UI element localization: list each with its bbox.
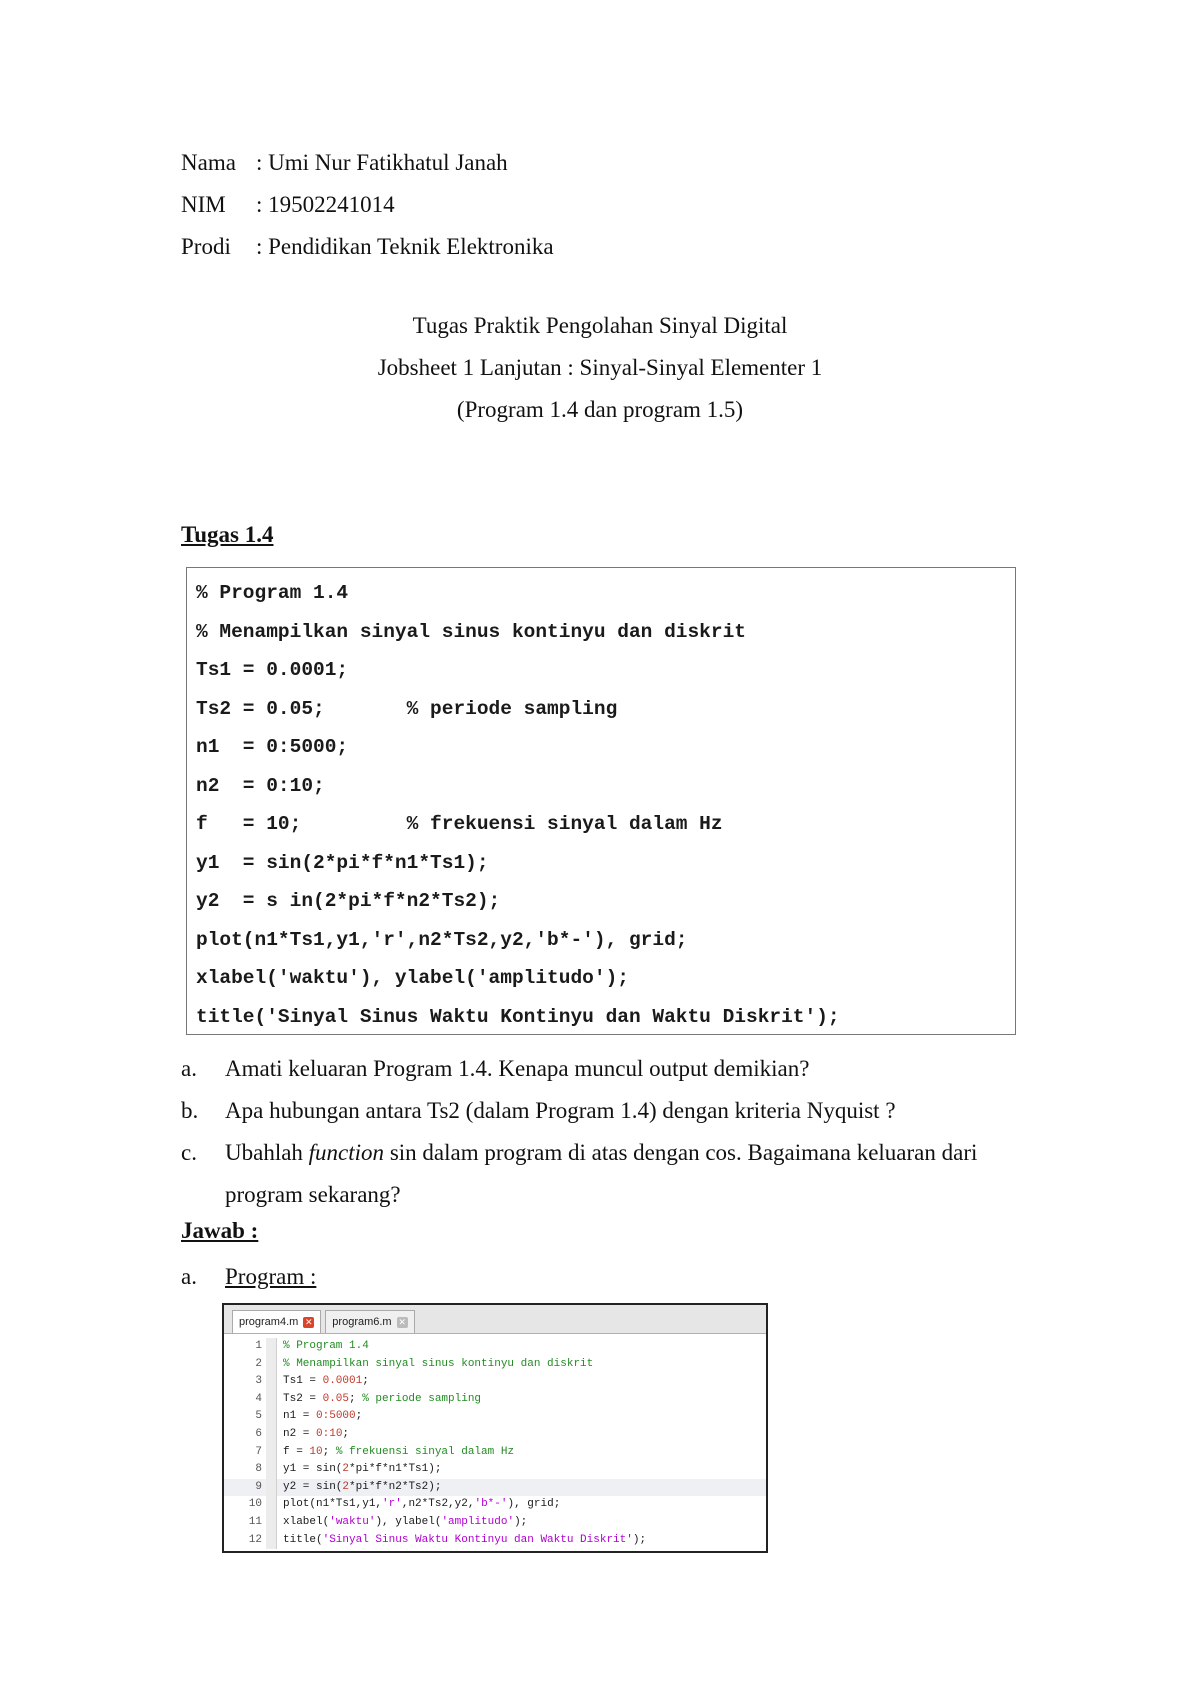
code-token: *pi*f*n1*Ts1); — [349, 1463, 442, 1476]
code-token: 'Sinyal Sinus Waktu Kontinyu dan Waktu Diskrit' — [322, 1533, 633, 1546]
code-token: n2 = — [283, 1427, 317, 1440]
code-token: ); — [632, 1533, 647, 1546]
editor-line — [224, 1356, 766, 1374]
code-line: title('Sinyal Sinus Waktu Kontinyu dan Waktu Diskrit'); — [196, 1005, 840, 1028]
editor-line — [224, 1373, 766, 1391]
question-text — [225, 1132, 1021, 1216]
line-number: 2 — [255, 1357, 262, 1370]
editor-line — [224, 1461, 766, 1479]
editor-line — [224, 1532, 766, 1550]
document-title — [0, 305, 1200, 431]
editor-code-line — [283, 1496, 560, 1514]
line-number: 11 — [248, 1515, 262, 1528]
editor-gutter — [266, 1496, 277, 1514]
editor-code-line — [283, 1391, 481, 1409]
editor-line — [224, 1338, 766, 1356]
code-token: ; — [349, 1392, 363, 1405]
code-line: Ts2 = 0.05; % periode sampling — [196, 697, 618, 720]
code-token: ), ylabel( — [375, 1515, 442, 1528]
code-line: y2 = s in(2*pi*f*n2*Ts2); — [196, 890, 501, 912]
editor-gutter — [266, 1338, 277, 1356]
code-token: % frekuensi sinyal dalam Hz — [335, 1445, 515, 1458]
code-line: n2 = 0:10; — [196, 774, 325, 797]
question-text-start: Ubahlah — [225, 1140, 309, 1165]
info-row-prodi — [181, 226, 554, 268]
code-token: Ts1 = — [283, 1375, 323, 1388]
jawab-heading: Jawab : — [181, 1218, 259, 1243]
code-token: ); — [514, 1515, 528, 1528]
editor-gutter — [266, 1426, 277, 1444]
editor-code-line — [283, 1356, 593, 1374]
code-token: 'b*-' — [474, 1498, 508, 1511]
code-listing — [186, 567, 1016, 1035]
editor-line — [224, 1444, 766, 1462]
code-line: Ts1 = 0.0001; — [196, 659, 349, 681]
code-token: 0.05 — [322, 1392, 350, 1405]
code-token: 'amplitudo' — [441, 1515, 515, 1528]
editor-gutter — [266, 1356, 277, 1374]
question-text-start: Apa hubungan antara Ts2 (dalam Program 1.4) dengan kriteria Nyquist ? — [225, 1098, 896, 1123]
editor-code-line — [283, 1532, 646, 1550]
editor-line — [224, 1408, 766, 1426]
code-token: % Program 1.4 — [283, 1340, 369, 1352]
question-letter: b. — [181, 1098, 199, 1123]
editor-gutter — [266, 1532, 277, 1550]
editor-line — [224, 1426, 766, 1444]
editor-gutter — [266, 1391, 277, 1409]
question-letter: c. — [181, 1140, 197, 1165]
code-token: n1 = — [283, 1410, 317, 1423]
code-line: y1 = sin(2*pi*f*n1*Ts1); — [196, 851, 489, 874]
code-line: % Program 1.4 — [196, 582, 349, 604]
question-item — [181, 1090, 1021, 1132]
question-text-start: Amati keluaran Program 1.4. Kenapa muncul output demikian? — [225, 1056, 810, 1081]
editor-code-line — [283, 1408, 362, 1426]
close-icon[interactable]: ✕ — [305, 1316, 313, 1327]
editor-gutter — [266, 1373, 277, 1391]
line-number: 7 — [255, 1445, 262, 1458]
line-number: 3 — [255, 1375, 262, 1388]
line-number: 10 — [248, 1498, 262, 1511]
code-token: *pi*f*n2*Ts2); — [349, 1480, 442, 1493]
code-line: n1 = 0:5000; — [196, 736, 349, 758]
code-line: % Menampilkan sinyal sinus kontinyu dan diskrit — [196, 620, 746, 643]
info-value: : Pendidikan Teknik Elektronika — [256, 234, 554, 259]
code-token: ; — [342, 1427, 350, 1440]
question-text-italic: function — [308, 1140, 385, 1165]
question-item — [181, 1132, 1021, 1216]
code-token: ; — [355, 1410, 363, 1423]
question-list — [181, 1048, 1021, 1216]
line-number: 6 — [255, 1427, 262, 1440]
editor-gutter — [266, 1444, 277, 1462]
info-value: : Umi Nur Fatikhatul Janah — [256, 150, 508, 175]
line-number: 1 — [255, 1340, 262, 1352]
code-token: plot(n1*Ts1,y1, — [283, 1498, 383, 1511]
question-text — [225, 1048, 1021, 1090]
question-item — [181, 1048, 1021, 1090]
code-token: title( — [283, 1533, 323, 1546]
info-label: NIM — [181, 192, 226, 217]
code-line: plot(n1*Ts1,y1,'r',n2*Ts2,y2,'b*-'), grid; — [196, 928, 688, 951]
code-token: ; — [322, 1445, 336, 1458]
code-token: % periode sampling — [362, 1392, 482, 1405]
tugas-heading: Tugas 1.4 — [181, 522, 274, 547]
code-token: 'r' — [382, 1498, 402, 1511]
code-token: ; — [362, 1375, 369, 1388]
code-token: y1 = sin( — [283, 1463, 343, 1476]
question-text — [225, 1090, 1021, 1132]
editor-code-line — [283, 1444, 514, 1462]
close-icon[interactable]: ✕ — [398, 1316, 406, 1327]
info-row-nama — [181, 142, 554, 184]
code-line: xlabel('waktu'), ylabel('amplitudo'); — [196, 967, 629, 989]
line-number: 8 — [255, 1463, 262, 1476]
editor-code-area — [224, 1334, 766, 1549]
code-token: xlabel( — [283, 1515, 330, 1528]
editor-code-line — [283, 1461, 441, 1479]
student-info — [181, 142, 554, 268]
title-line-3: (Program 1.4 dan program 1.5) — [456, 397, 744, 422]
code-line: f = 10; % frekuensi sinyal dalam Hz — [196, 813, 723, 835]
code-token: 2 — [342, 1463, 350, 1476]
editor-tab-label: program6.m — [332, 1316, 392, 1328]
code-token: 10 — [309, 1445, 323, 1458]
code-token: ), grid; — [507, 1498, 561, 1511]
editor-line — [224, 1479, 766, 1497]
info-row-nim — [181, 184, 554, 226]
code-token: ,n2*Ts2,y2, — [401, 1498, 475, 1511]
editor-code-line — [283, 1426, 349, 1444]
line-number: 4 — [255, 1392, 262, 1405]
line-number: 9 — [255, 1480, 262, 1493]
editor-code-line — [283, 1479, 441, 1497]
editor-screenshot — [222, 1303, 768, 1553]
title-line-2: Jobsheet 1 Lanjutan : Sinyal-Sinyal Elementer 1 — [377, 355, 823, 380]
editor-line — [224, 1496, 766, 1514]
editor-gutter — [266, 1514, 277, 1532]
answer-letter: a. — [181, 1264, 197, 1289]
code-token: 'waktu' — [329, 1515, 376, 1528]
code-token: y2 = sin( — [283, 1480, 343, 1493]
code-token: 2 — [342, 1480, 350, 1493]
editor-tab-bar — [224, 1305, 766, 1334]
editor-line — [224, 1391, 766, 1409]
code-token: 0.0001 — [322, 1375, 363, 1388]
code-token: Ts2 = — [283, 1392, 323, 1405]
editor-line — [224, 1514, 766, 1532]
code-token: % Menampilkan sinyal sinus kontinyu dan diskrit — [283, 1357, 594, 1370]
answer-text: Program : — [225, 1264, 317, 1289]
editor-gutter — [266, 1461, 277, 1479]
answer-item-a — [181, 1256, 316, 1298]
info-label: Nama — [181, 150, 236, 175]
question-letter: a. — [181, 1056, 197, 1081]
line-number: 12 — [248, 1533, 262, 1546]
question-text-end: sin dalam program di atas dengan cos. Bagaimana keluaran dari program sekarang? — [225, 1140, 978, 1207]
editor-gutter — [266, 1479, 277, 1497]
editor-tab[interactable] — [232, 1310, 321, 1333]
editor-tab[interactable] — [325, 1310, 414, 1333]
title-line-1: Tugas Praktik Pengolahan Sinyal Digital — [412, 313, 788, 338]
editor-code-line — [283, 1373, 369, 1391]
editor-gutter — [266, 1408, 277, 1426]
editor-code-line — [283, 1514, 527, 1532]
line-number: 5 — [255, 1410, 262, 1423]
code-token: 0:10 — [316, 1427, 343, 1440]
code-token: f = — [283, 1445, 310, 1458]
info-value: : 19502241014 — [256, 192, 395, 217]
editor-tab-label: program4.m — [239, 1316, 299, 1328]
editor-code-line — [283, 1338, 369, 1356]
code-token: 0:5000 — [316, 1410, 356, 1423]
info-label: Prodi — [181, 234, 231, 259]
